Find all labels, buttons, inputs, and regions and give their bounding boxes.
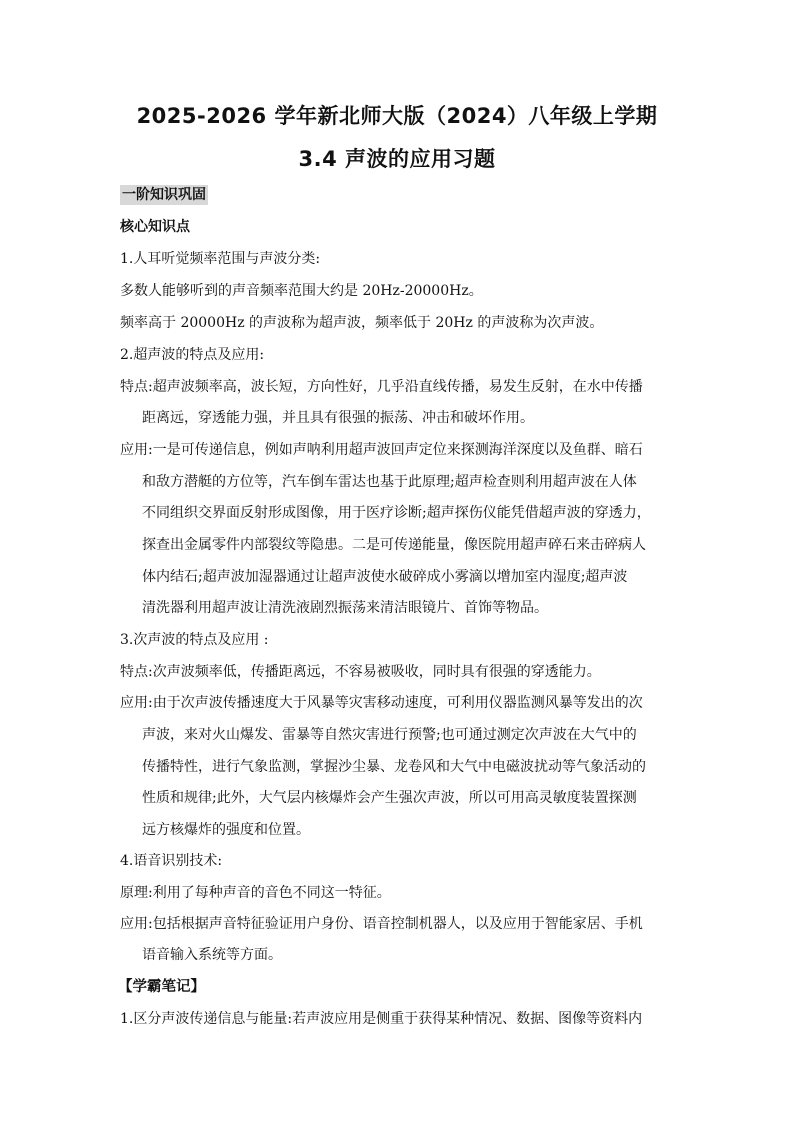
text-line: 特点:次声波频率低，传播距离远，不容易被吸收，同时具有很强的穿透能力。 <box>120 664 601 680</box>
core-knowledge-heading: 核心知识点 <box>120 219 190 235</box>
text-line: 语音输入系统等方面。 <box>142 947 282 963</box>
text-line: 声波，来对火山爆发、雷暴等自然灾害进行预警;也可通过测定次声波在大气中的 <box>142 727 637 743</box>
text-line: 应用:包括根据声音特征验证用户身份、语音控制机器人，以及应用于智能家居、手机 <box>120 916 643 932</box>
text-line: 3.次声波的特点及应用 : <box>120 632 269 648</box>
text-line: 应用:一是可传递信息，例如声呐利用超声波回声定位来探测海洋深度以及鱼群、暗石 <box>120 442 643 458</box>
text-line: 探查出金属零件内部裂纹等隐患。二是可传递能量，像医院用超声碎石来击碎病人 <box>142 537 646 553</box>
text-line: 距离远，穿透能力强，并且具有很强的振荡、冲击和破坏作用。 <box>142 410 534 426</box>
text-line: 1.区分声波传递信息与能量:若声波应用是侧重于获得某种情况、数据、图像等资料内 <box>120 1011 643 1027</box>
text-line: 2.超声波的特点及应用: <box>120 347 265 363</box>
text-line: 频率高于 20000Hz 的声波称为超声波，频率低于 20Hz 的声波称为次声波。 <box>120 315 604 331</box>
text-line: 体内结石;超声波加湿器通过让超声波使水破碎成小雾滴以增加室内湿度;超声波 <box>142 569 628 585</box>
text-line: 多数人能够听到的声音频率范围大约是 20Hz-20000Hz。 <box>120 283 483 299</box>
document-subtitle: 3.4 声波的应用习题 <box>298 147 496 171</box>
text-line: 清洗器利用超声波让清洗液剧烈振荡来清洁眼镜片、首饰等物品。 <box>142 600 548 616</box>
document-title: 2025-2026 学年新北师大版（2024）八年级上学期 <box>136 104 658 128</box>
text-line: 远方核爆炸的强度和位置。 <box>142 822 310 838</box>
text-line: 性质和规律;此外，大气层内核爆炸会产生强次声波，所以可用高灵敏度装置探测 <box>142 790 637 806</box>
study-notes-heading: 【学霸笔记】 <box>118 979 205 995</box>
text-line: 特点:超声波频率高，波长短，方向性好，几乎沿直线传播，易发生反射，在水中传播 <box>120 379 643 395</box>
text-line: 不同组织交界面反射形成图像，用于医疗诊断;超声探伤仪能凭借超声波的穿透力， <box>142 505 651 521</box>
text-line: 4.语音识别技术: <box>120 853 223 869</box>
text-line: 和敌方潜艇的方位等，汽车倒车雷达也基于此原理;超声检查则利用超声波在人体 <box>142 474 637 490</box>
text-line: 传播特性，进行气象监测，掌握沙尘暴、龙卷风和大气中电磁波扰动等气象活动的 <box>142 759 646 775</box>
text-line: 应用:由于次声波传播速度大于风暴等灾害移动速度，可利用仪器监测风暴等发出的次 <box>120 695 643 711</box>
section-tag: 一阶知识巩固 <box>122 187 206 203</box>
text-line: 1.人耳听觉频率范围与声波分类: <box>120 251 321 267</box>
text-line: 原理:利用了每种声音的音色不同这一特征。 <box>120 885 391 901</box>
